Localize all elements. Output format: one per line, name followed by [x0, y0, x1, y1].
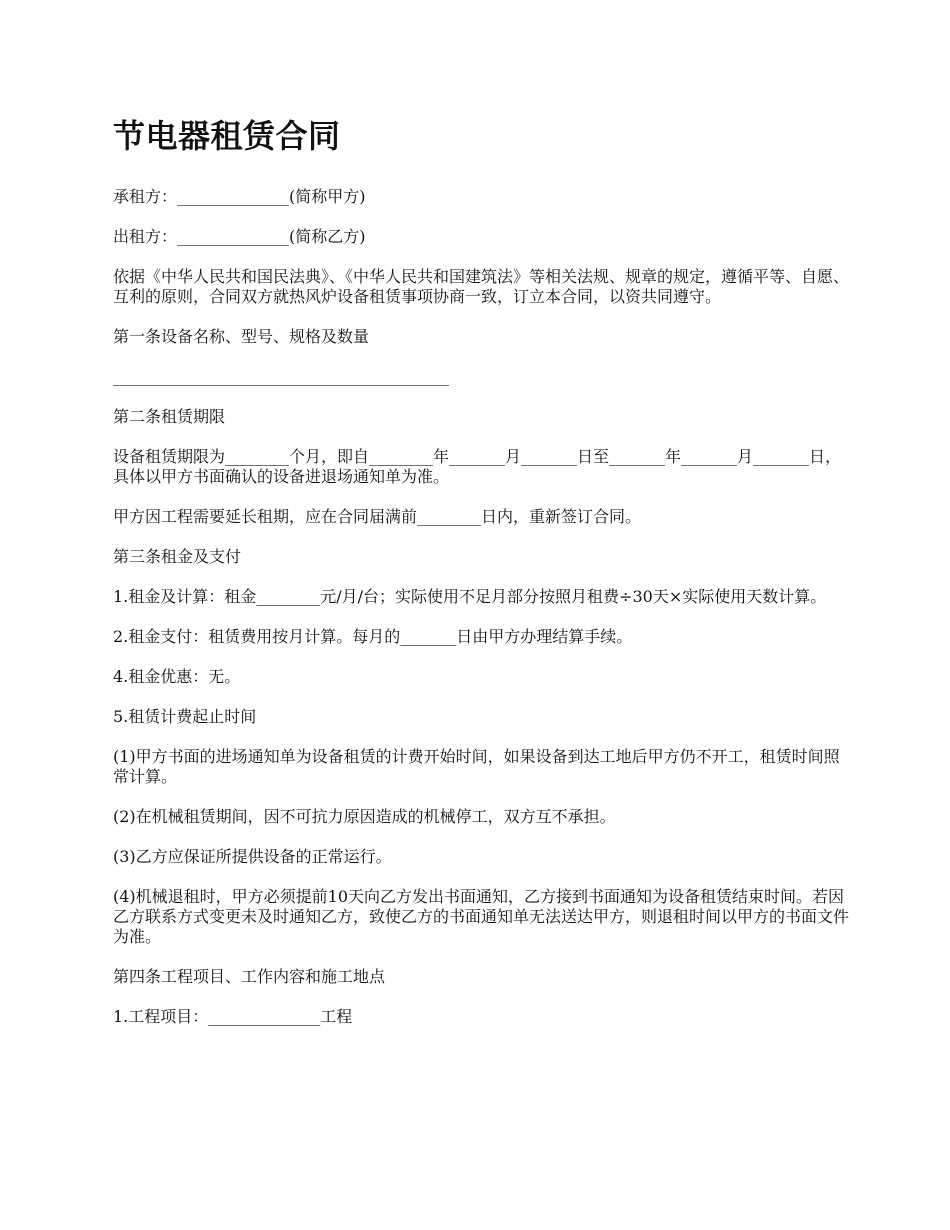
- billing-clause-1: (1)甲方书面的进场通知单为设备租赁的计费开始时间，如果设备到达工地后甲方仍不开工，租赁时间照常计算。: [113, 747, 840, 786]
- rent-discount-paragraph: 4.租金优惠：无。: [113, 667, 241, 686]
- lease-extension-paragraph: 甲方因工程需要延长租期，应在合同届满前________日内，重新签订合同。: [113, 507, 642, 526]
- article-3-heading: 第三条租金及支付: [113, 547, 242, 566]
- billing-clause-4: (4)机械退租时，甲方必须提前10天向乙方发出书面通知，乙方接到书面通知为设备租赁结束时间。若因乙方联系方式变更未及时通知乙方，致使乙方的书面通知单无法送达甲方，则退租时间以甲方的书面文件为准。: [113, 887, 850, 946]
- article-1-heading: 第一条设备名称、型号、规格及数量: [113, 327, 370, 346]
- rent-payment-paragraph: 2.租金支付：租赁费用按月计算。每月的_______日由甲方办理结算手续。: [113, 627, 633, 646]
- lessor-line: 出租方：______________(简称乙方): [113, 227, 366, 246]
- project-line: 1.工程项目：______________工程: [113, 1007, 353, 1026]
- document-page: [113, 112, 853, 1047]
- billing-clause-2: (2)在机械租赁期间，因不可抗力原因造成的机械停工，双方互不承担。: [113, 807, 616, 826]
- preamble-paragraph: 依据《中华人民共和国民法典》、《中华人民共和国建筑法》等相关法规、规章的规定，遵循平等、自愿、互利的原则，合同双方就热风炉设备租赁事项协商一致，订立本合同，以资共同遵守。: [113, 267, 850, 306]
- lessee-line: 承租方：______________(简称甲方): [113, 187, 366, 206]
- article-1-blank-line: __________________________________________: [113, 367, 449, 386]
- article-4-heading: 第四条工程项目、工作内容和施工地点: [113, 967, 386, 986]
- billing-period-heading: 5.租赁计费起止时间: [113, 707, 257, 726]
- document-title: 节电器租赁合同: [113, 117, 341, 155]
- rent-calculation-paragraph: 1.租金及计算：租金________元/月/台；实际使用不足月部分按照月租费÷30天×实际使用天数计算。: [113, 587, 827, 606]
- article-2-heading: 第二条租赁期限: [113, 407, 226, 426]
- billing-clause-3: (3)乙方应保证所提供设备的正常运行。: [113, 847, 392, 866]
- lease-term-paragraph: 设备租赁期限为________个月，即自________年_______月_______日至_______年_______月_______日，具体以甲方书面确认的设备进退场通知单为准。: [113, 447, 842, 486]
